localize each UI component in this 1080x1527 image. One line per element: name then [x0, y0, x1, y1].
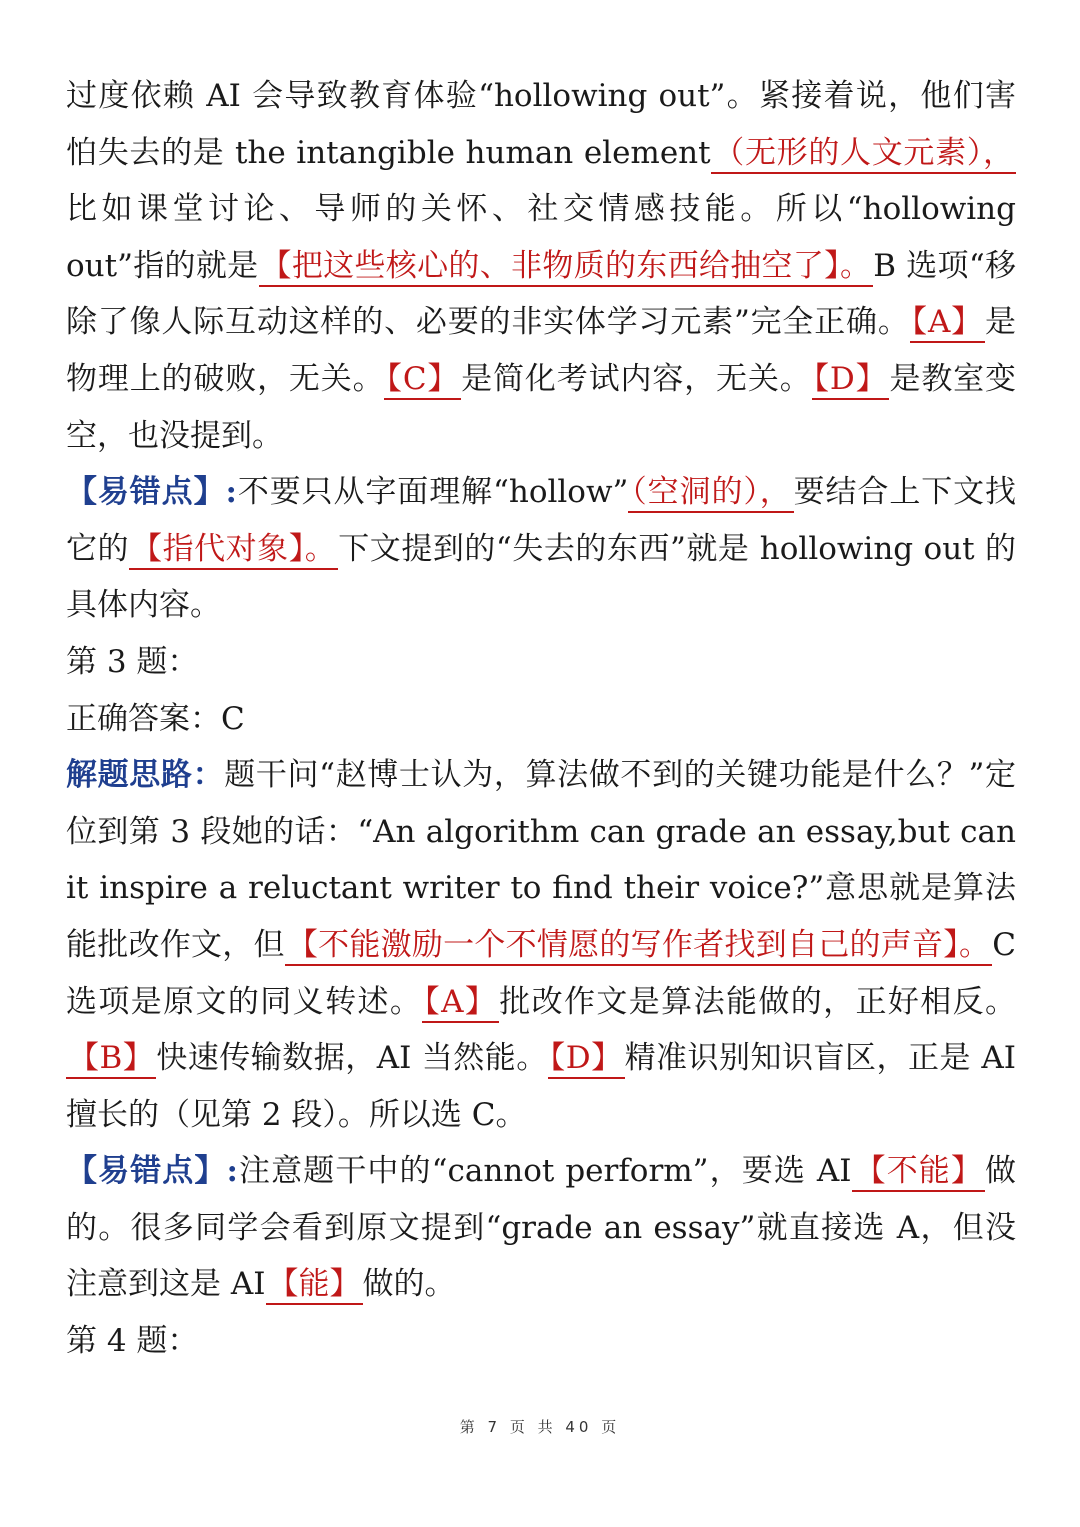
- pitfall-paragraph-q2: [66, 464, 1016, 634]
- highlight-option-a: 【A】: [910, 304, 985, 343]
- highlight-phrase: 【指代对象】。: [129, 531, 338, 570]
- page-footer: 第 7 页 共 40 页: [459, 1418, 621, 1436]
- highlight-option-d: 【D】: [548, 1040, 625, 1079]
- text-segment: 要结合上下文找它的: [66, 474, 1017, 567]
- highlight-phrase: （无形的人文元素），: [711, 135, 1016, 174]
- text-segment: 批改作文是算法能做的，正好相反。: [499, 983, 1017, 1020]
- highlight-option-b: 【B】: [66, 1040, 156, 1079]
- explanation-paragraph-q3: [66, 747, 1016, 1143]
- text-segment: 做的。很多同学会看到原文提到“grade an essay”就直接选 A，但没注意到这是 AI: [66, 1153, 1017, 1303]
- pitfall-paragraph-q3: [66, 1143, 1016, 1313]
- text-segment: 是教室变空，也没提到。: [66, 360, 1017, 454]
- question-3-answer: 正确答案：C: [66, 700, 245, 737]
- text-segment: 题干问“赵博士认为，算法做不到的关键功能是什么？”定位到第 3 段她的话：“An algorithm can grade an essay,but can it inspire a reluctant writer to find their voice?”意思就是算法能批改作文，但: [66, 757, 1016, 963]
- explanation-paragraph-q2: [66, 68, 1016, 464]
- text-segment: 快速传输数据，AI 当然能。: [156, 1040, 548, 1077]
- text-segment: C 选项是原文的同义转述。: [66, 926, 1016, 1020]
- question-3-heading: 第 3 题：: [66, 643, 199, 680]
- text-segment: B 选项“移除了像人际互动这样的、必要的非实体学习元素”完全正确。: [66, 247, 1017, 341]
- highlight-option-d: 【D】: [812, 361, 890, 400]
- pitfall-label: 【易错点】:: [66, 474, 237, 511]
- highlight-option-c: 【C】: [384, 361, 461, 400]
- text-segment: 精准识别知识盲区，正是 AI 擅长的（见第 2 段）。所以选 C。: [66, 1040, 1016, 1133]
- highlight-phrase: （空洞的），: [628, 474, 793, 513]
- highlight-option-a: 【A】: [422, 984, 499, 1023]
- highlight-phrase: 【把这些核心的、非物质的东西给抽空了】。: [259, 248, 874, 287]
- text-segment: 比如课堂讨论、导师的关怀、社交情感技能。所以“hollowing out”指的就是: [66, 191, 1016, 284]
- text-segment: 是简化考试内容，无关。: [461, 360, 812, 397]
- highlight-phrase: 【能】: [266, 1266, 363, 1305]
- text-segment: 过度依赖 AI 会导致教育体验“hollowing out”。紧接着说，他们害怕失去的是 the intangible human element: [66, 78, 1016, 171]
- highlight-phrase: 【不能】: [852, 1153, 986, 1192]
- text-segment: 是物理上的破败，无关。: [66, 304, 1016, 397]
- solution-approach-label: 解题思路：: [66, 757, 225, 794]
- pitfall-label: 【易错点】:: [66, 1153, 238, 1190]
- highlight-phrase: 【不能激励一个不情愿的写作者找到自己的声音】。: [285, 927, 992, 966]
- text-segment: 注意题干中的“cannot perform”，要选 AI: [237, 1153, 852, 1190]
- document-body: [66, 68, 1016, 1370]
- text-segment: 下文提到的“失去的东西”就是 hollowing out 的具体内容。: [66, 530, 1017, 624]
- question-4-heading: 第 4 题：: [66, 1323, 199, 1360]
- text-segment: 做的。: [362, 1266, 456, 1303]
- text-segment: 不要只从字面理解“hollow”: [236, 474, 629, 511]
